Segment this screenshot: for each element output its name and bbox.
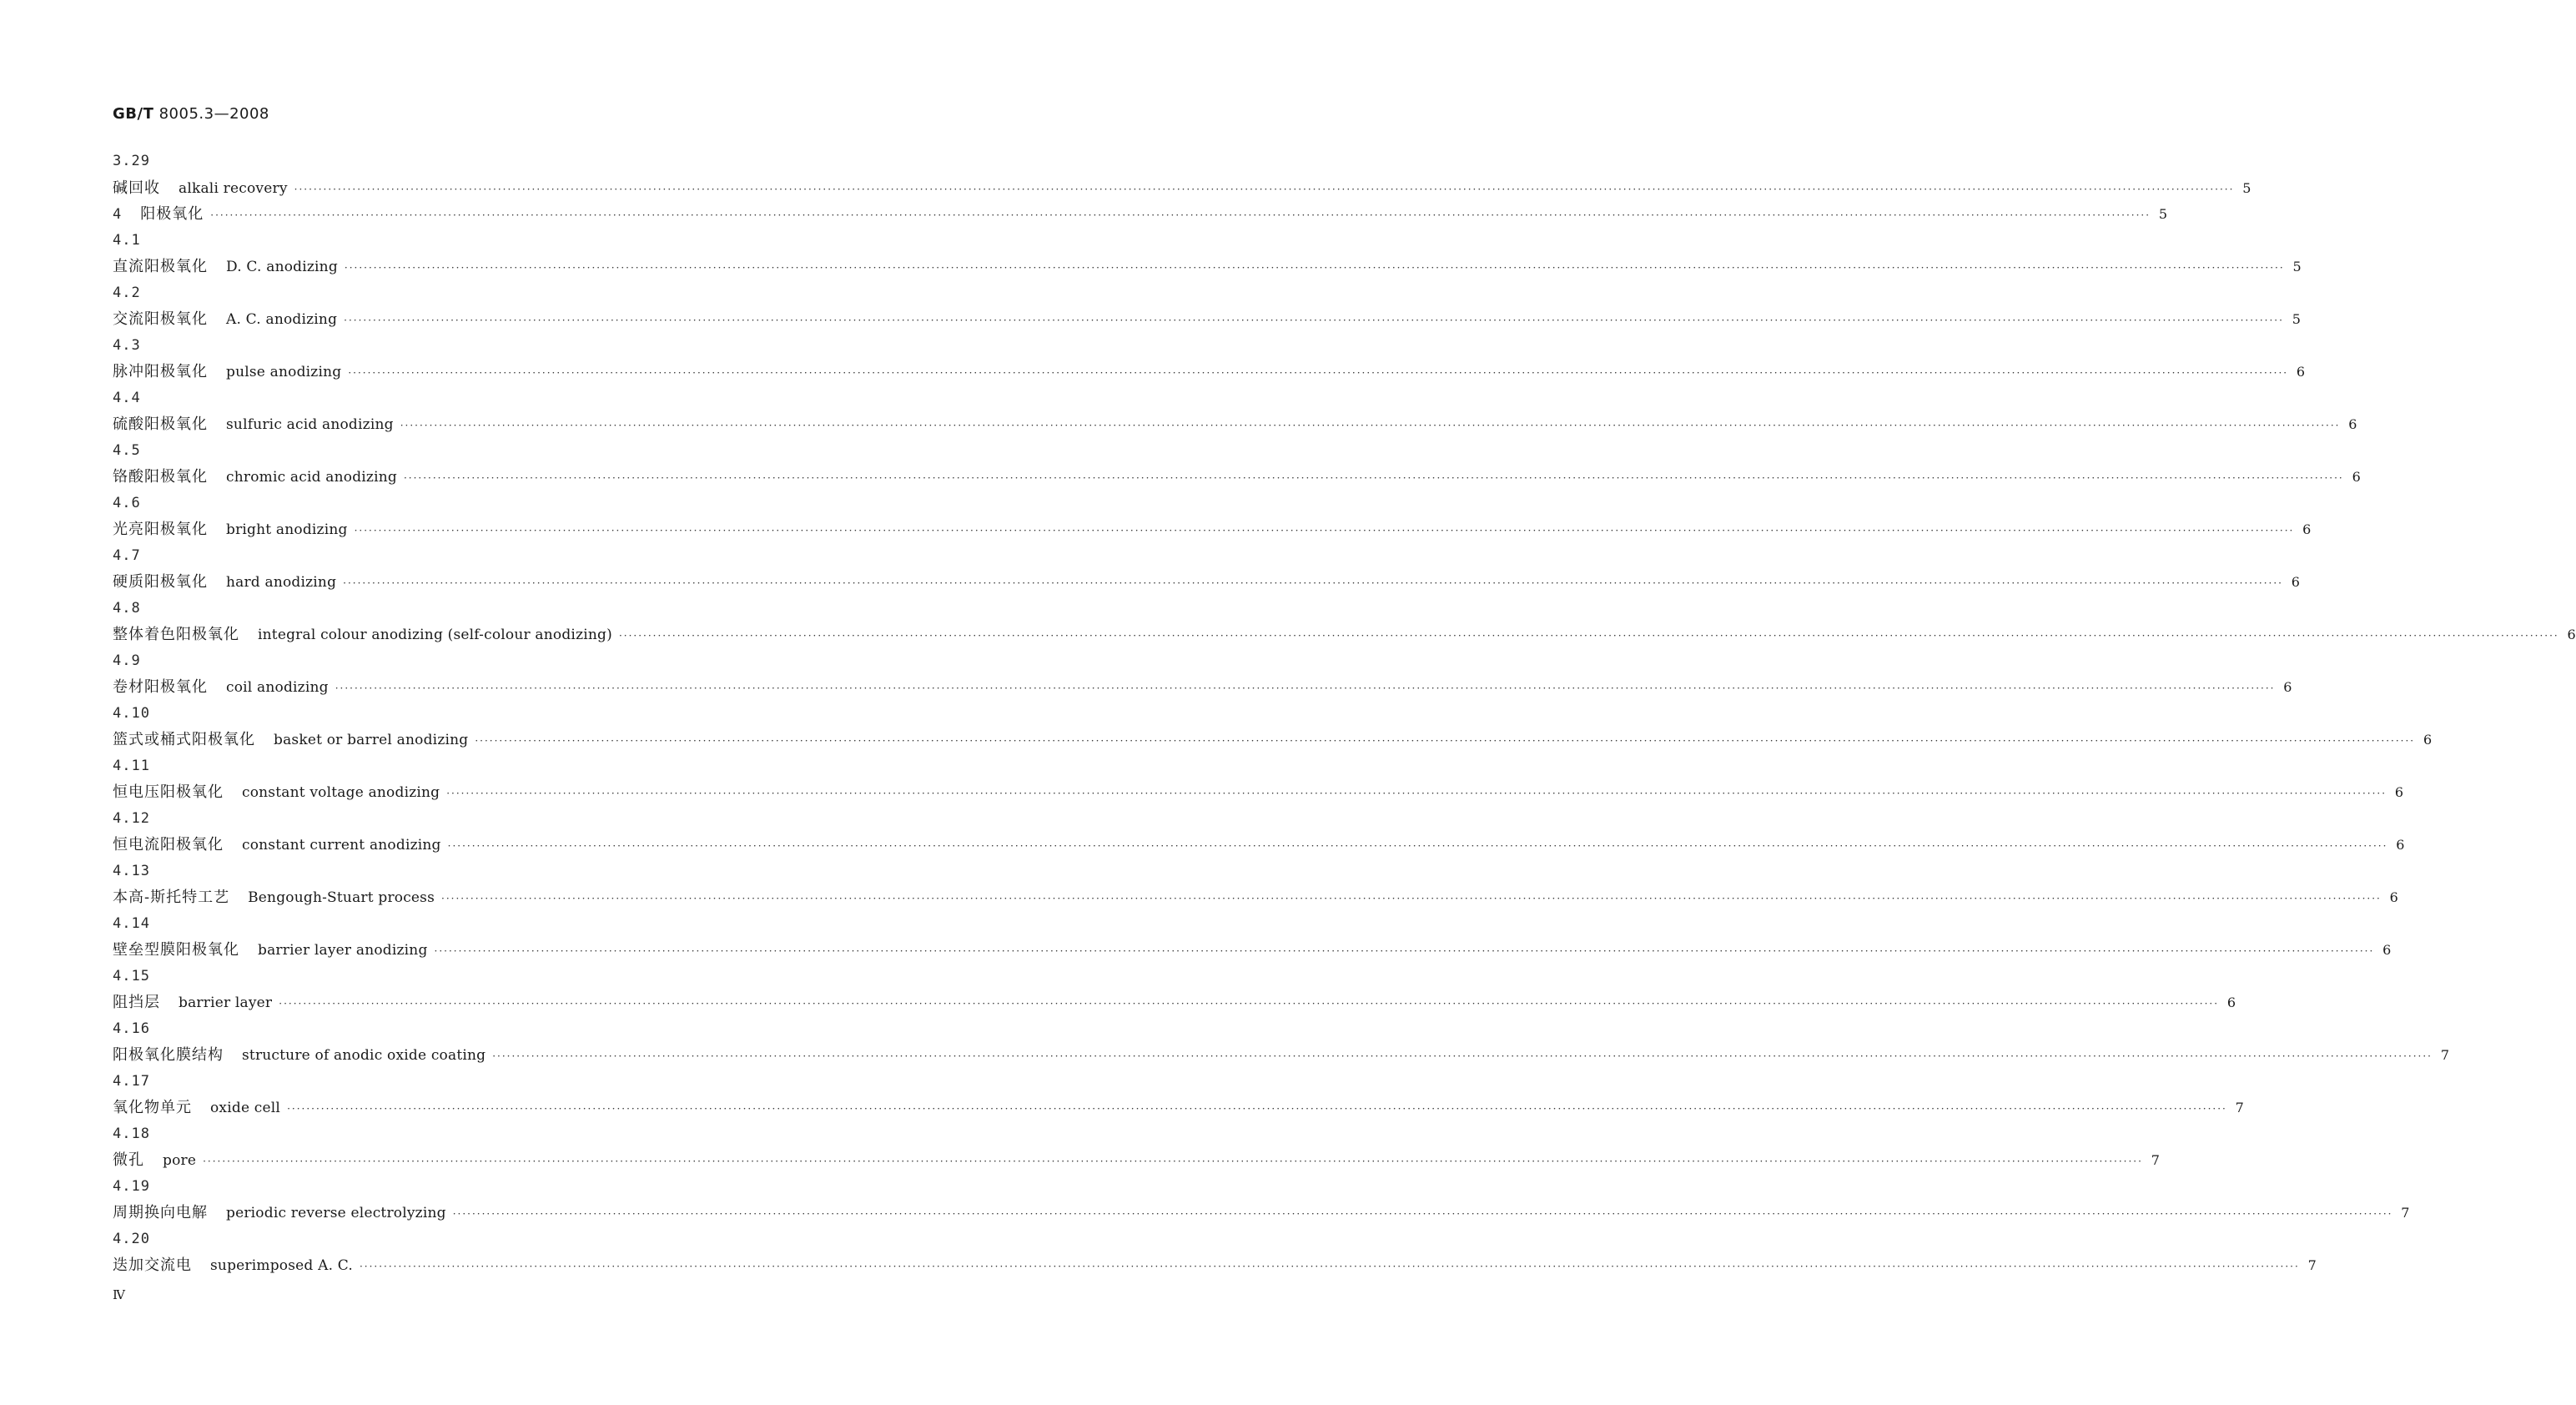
dot-leader: ················································································································································································································································································································································································································ [354,525,2295,536]
toc-entry[interactable] [113,516,2312,543]
term-chinese: 卷材阳极氧化 [113,678,208,696]
entry-number: 4.8 [113,599,141,617]
toc-entry-number [113,911,884,938]
page-reference: 7 [2151,1152,2160,1168]
table-of-contents [113,149,2576,1279]
term-english: superimposed A. C. [210,1257,353,1274]
toc-entry[interactable] [113,175,2251,202]
toc-entry[interactable] [113,306,2301,333]
page-reference: 6 [2296,364,2306,380]
entry-number: 4.14 [113,914,150,932]
dot-leader: ················································································································································································································································································································································································································ [452,1208,2393,1220]
toc-entry-number [113,149,884,175]
toc-entry-number [113,596,884,622]
dot-leader: ················································································································································································································································································································································································································ [618,630,2559,642]
dot-leader: ················································································································································································································································································································································································································ [344,315,2284,326]
toc-entry[interactable] [113,464,2361,491]
dot-leader: ················································································································································································································································································································································································································ [210,209,2151,221]
toc-entry[interactable] [113,1252,2317,1279]
dot-leader: ················································································································································································································································································································································································································ [441,893,2382,904]
dot-leader: ················································································································································································································································································································································································································ [335,682,2276,694]
dot-leader: ················································································································································································································································································································································································································ [492,1050,2433,1062]
toc-entry[interactable] [113,832,2405,859]
page-reference: 7 [2307,1257,2317,1273]
term-english: sulfuric acid anodizing [226,416,394,433]
term-chinese: 壁垒型膜阳极氧化 [113,941,239,959]
page-reference: 5 [2292,259,2302,274]
dot-leader: ················································································································································································································································································································································································································ [447,840,2388,852]
dot-leader: ················································································································································································································································································································································································································ [359,1261,2300,1272]
entry-number: 4.18 [113,1125,150,1142]
term-chinese: 阳极氧化 [140,205,204,223]
page-reference: 7 [2440,1047,2449,1063]
toc-entry[interactable] [113,727,2433,753]
term-chinese: 恒电压阳极氧化 [113,783,224,801]
term-chinese: 硫酸阳极氧化 [113,415,208,433]
term-english: A. C. anodizing [226,311,338,328]
toc-section-heading[interactable] [113,201,2168,228]
term-chinese: 脉冲阳极氧化 [113,363,208,380]
dot-leader: ················································································································································································································································································································································································································ [279,998,2220,1010]
term-english: integral colour anodizing (self-colour anodizing) [258,627,612,643]
term-chinese: 硬质阳极氧化 [113,573,208,591]
dot-leader: ················································································································································································································································································································································································································ [287,1103,2227,1115]
dot-leader: ················································································································································································································································································································································································································ [294,183,2235,195]
entry-number: 4.9 [113,652,141,669]
toc-entry-number [113,1016,884,1043]
term-chinese: 周期换向电解 [113,1204,208,1221]
toc-entry-number [113,333,884,360]
term-chinese: 恒电流阳极氧化 [113,836,224,854]
term-english: structure of anodic oxide coating [242,1047,486,1064]
term-chinese: 碱回收 [113,179,160,197]
toc-entry-number [113,438,884,465]
term-english: pore [163,1152,197,1169]
term-chinese: 交流阳极氧化 [113,310,208,328]
term-english: D. C. anodizing [226,259,338,275]
entry-number: 4.1 [113,231,141,249]
term-chinese: 微孔 [113,1151,144,1169]
toc-entry-number [113,385,884,412]
entry-number: 4.6 [113,494,141,511]
toc-entry-number [113,1121,884,1148]
term-english: Bengough-Stuart process [248,889,435,906]
term-english: barrier layer anodizing [258,942,428,959]
toc-entry-number [113,964,884,990]
page-reference: 6 [2348,416,2357,432]
entry-number: 4.5 [113,441,141,459]
toc-entry[interactable] [113,1147,2160,1174]
toc-entry[interactable] [113,1095,2244,1121]
entry-number: 4.11 [113,757,150,774]
entry-number: 4.3 [113,336,141,354]
dot-leader: ················································································································································································································································································································································································································ [434,945,2375,957]
toc-entry[interactable] [113,411,2357,438]
toc-entry-number [113,1174,884,1201]
term-english: bright anodizing [226,521,348,538]
toc-entry[interactable] [113,622,2576,648]
entry-number: 3.29 [113,153,150,169]
page-reference: 6 [2394,784,2404,800]
page-reference: 6 [2291,574,2300,590]
term-chinese: 迭加交流电 [113,1256,192,1274]
dot-leader: ················································································································································································································································································································································································································ [446,788,2387,799]
page-reference: 5 [2292,311,2301,327]
term-chinese: 氧化物单元 [113,1099,192,1116]
toc-entry-number [113,280,884,307]
standard-prefix: GB/T [113,105,154,123]
term-english: oxide cell [210,1100,281,1116]
page-reference: 6 [2382,942,2392,958]
toc-entry-number [113,491,884,517]
toc-entry[interactable] [113,359,2306,385]
toc-entry-number [113,753,884,780]
toc-entry[interactable] [113,937,2392,964]
page-reference: 7 [2401,1205,2410,1221]
page-reference: 5 [2242,179,2251,196]
page-reference: 6 [2352,469,2361,485]
dot-leader: ················································································································································································································································································································································································································ [203,1156,2143,1167]
dot-leader: ················································································································································································································································································································································································································ [475,735,2416,747]
toc-entry[interactable] [113,254,2302,280]
entry-number: 4.17 [113,1072,150,1090]
page-reference: 6 [2423,732,2433,748]
term-chinese: 整体着色阳极氧化 [113,626,239,643]
page-reference: 7 [2235,1100,2244,1115]
term-english: alkali recovery [179,179,288,197]
term-english: periodic reverse electrolyzing [226,1205,446,1221]
toc-entry-number [113,806,884,833]
term-english: coil anodizing [226,679,329,696]
term-chinese: 篮式或桶式阳极氧化 [113,731,255,748]
term-english: hard anodizing [226,574,337,591]
entry-number: 4.20 [113,1230,150,1247]
toc-entry-number [113,701,884,728]
toc-entry[interactable] [113,674,2292,701]
term-english: constant voltage anodizing [242,784,440,801]
entry-number: 4.7 [113,546,141,564]
term-chinese: 光亮阳极氧化 [113,521,208,538]
term-english: basket or barrel anodizing [274,732,469,748]
toc-entry-number [113,1069,884,1095]
toc-entry-number [113,228,884,254]
page-number: Ⅳ [113,1287,125,1302]
page-reference: 6 [2302,521,2312,537]
toc-entry[interactable] [113,884,2398,911]
term-english: constant current anodizing [242,837,441,854]
page-reference: 6 [2226,995,2236,1010]
term-chinese: 铬酸阳极氧化 [113,468,208,486]
dot-leader: ················································································································································································································································································································································································································ [348,367,2289,379]
entry-number: 4.13 [113,862,150,879]
dot-leader: ················································································································································································································································································································································································································ [400,420,2341,431]
term-chinese: 阻挡层 [113,994,160,1011]
page-reference: 6 [2396,837,2405,853]
toc-entry[interactable] [113,569,2300,596]
term-chinese: 本高-斯托特工艺 [113,889,230,906]
toc-entry-number [113,648,884,675]
toc-entry-number [113,859,884,885]
entry-number: 4.12 [113,809,150,827]
term-english: pulse anodizing [226,364,342,380]
entry-number: 4.2 [113,284,141,301]
toc-entry[interactable] [113,1200,2410,1226]
entry-number: 4.10 [113,704,150,722]
page-reference: 6 [2283,679,2292,695]
toc-entry[interactable] [113,779,2404,806]
term-chinese: 直流阳极氧化 [113,258,208,275]
section-number: 4 [113,206,123,223]
entry-number: 4.15 [113,967,150,985]
term-english: chromic acid anodizing [226,469,397,486]
entry-number: 4.16 [113,1020,150,1037]
toc-entry-number [113,543,884,570]
dot-leader: ················································································································································································································································································································································································································ [403,472,2344,484]
page-reference: 6 [2567,627,2576,642]
term-english: barrier layer [179,995,273,1011]
term-chinese: 阳极氧化膜结构 [113,1046,224,1064]
toc-entry[interactable] [113,990,2236,1016]
toc-entry[interactable] [113,1042,2449,1069]
entry-number: 4.19 [113,1177,150,1195]
toc-entry-number [113,1226,884,1253]
document-header [113,105,269,123]
page-reference: 5 [2158,206,2168,222]
entry-number: 4.4 [113,389,141,406]
page-reference: 6 [2389,889,2398,905]
standard-number: 8005.3—2008 [158,105,269,123]
dot-leader: ················································································································································································································································································································································································································ [343,577,2283,589]
dot-leader: ················································································································································································································································································································································································································ [344,262,2285,274]
